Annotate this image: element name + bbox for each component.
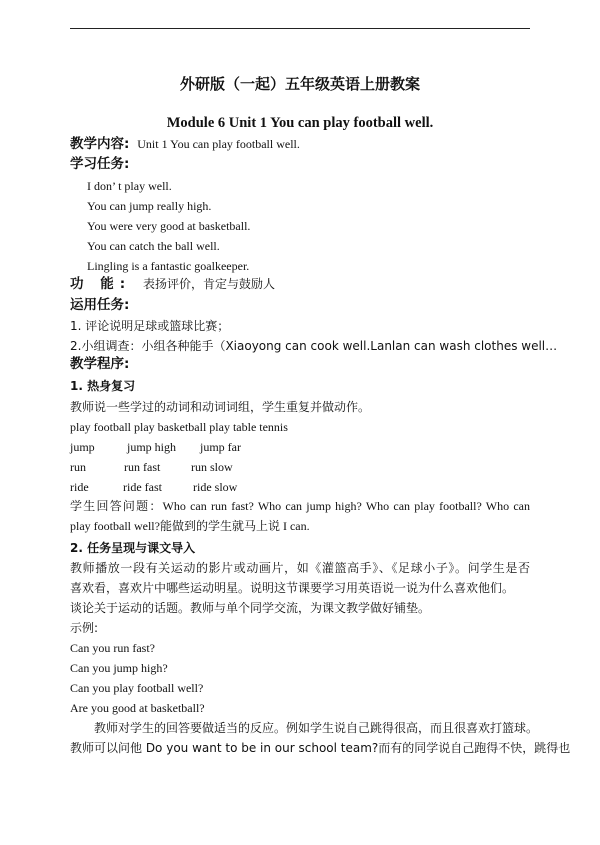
document-title: 外研版（一起）五年级英语上册教案: [179, 75, 420, 93]
application-task-1: 1. 评论说明足球或篮球比赛；: [70, 319, 230, 333]
step-2-para-1-line-2: 喜欢看，喜欢片中哪些运动明星。说明这节课要学习用英语说一说为什么喜欢他们。: [70, 581, 515, 595]
task-line-1: I don’ t play well.: [87, 179, 172, 193]
phrase-row-1: play football play basketball play table tennis: [70, 420, 288, 434]
task-line-2: You can jump really high.: [87, 199, 212, 213]
example-question-1: Can you run fast?: [70, 641, 155, 655]
phrase-row-2-c: jump far: [200, 440, 241, 454]
application-task-2: 2.小组调查：小组各种能手（Xiaoyong can cook well.Lanlan can wash clothes well…: [70, 339, 558, 353]
step-1-text: 教师说一些学过的动词和动词词组，学生重复并做动作。: [70, 400, 371, 414]
example-question-3: Can you play football well?: [70, 681, 204, 695]
phrase-row-4-c: ride slow: [193, 480, 238, 494]
phrase-row-3-c: run slow: [191, 460, 233, 474]
function-label: 功 能:: [70, 276, 132, 292]
phrase-row-4-b: ride fast: [123, 480, 162, 494]
phrase-row-4-a: ride: [70, 480, 89, 494]
step-2-para-3-line-1: 教师对学生的回答要做适当的反应。例如学生说自己跳得很高，而且很喜欢打篮球。: [94, 721, 539, 735]
task-line-4: You can catch the ball well.: [87, 239, 220, 253]
example-question-4: Are you good at basketball?: [70, 701, 205, 715]
phrase-row-3-a: run: [70, 460, 86, 474]
phrase-row-2-a: jump: [70, 440, 95, 454]
application-tasks-heading: 运用任务:: [70, 297, 130, 313]
function-row: [70, 277, 275, 291]
teaching-content-label: 教学内容:: [70, 136, 130, 152]
step-1-heading: 1. 热身复习: [70, 379, 136, 393]
lesson-title: Module 6 Unit 1 You can play football well.: [166, 115, 434, 131]
example-question-2: Can you jump high?: [70, 661, 168, 675]
function-value: 表扬评价，肯定与鼓励人: [142, 277, 275, 291]
step-2-para-2: 谈论关于运动的话题。教师与单个同学交流，为课文教学做好铺垫。: [70, 601, 431, 615]
step-2-para-1-line-1: 教师播放一段有关运动的影片或动画片，如《灌篮高手》、《足球小子》。问学生是否: [70, 561, 530, 575]
example-label: 示例:: [70, 621, 99, 635]
phrase-row-3-b: run fast: [124, 460, 161, 474]
learning-tasks-heading: 学习任务:: [70, 156, 130, 172]
header-rule: [70, 28, 530, 29]
step-1-questions-line-1: 学生回答问题：Who can run fast? Who can jump high? Who can play football? Who can: [70, 499, 530, 513]
teaching-content-value: Unit 1 You can play football well.: [137, 137, 300, 151]
step-2-para-3-line-2: 教师可以问他 Do you want to be in our school team?而有的同学说自己跑得不快，跳得也: [70, 741, 571, 755]
task-line-3: You were very good at basketball.: [87, 219, 251, 233]
task-line-5: Lingling is a fantastic goalkeeper.: [87, 259, 250, 273]
teaching-content-row: [70, 137, 300, 151]
procedure-heading: 教学程序:: [70, 356, 130, 372]
step-2-heading: 2. 任务呈现与课文导入: [70, 541, 196, 555]
phrase-row-2-b: jump high: [127, 440, 177, 454]
step-1-questions-line-2: play football well?能做到的学生就马上说 I can.: [70, 519, 310, 533]
